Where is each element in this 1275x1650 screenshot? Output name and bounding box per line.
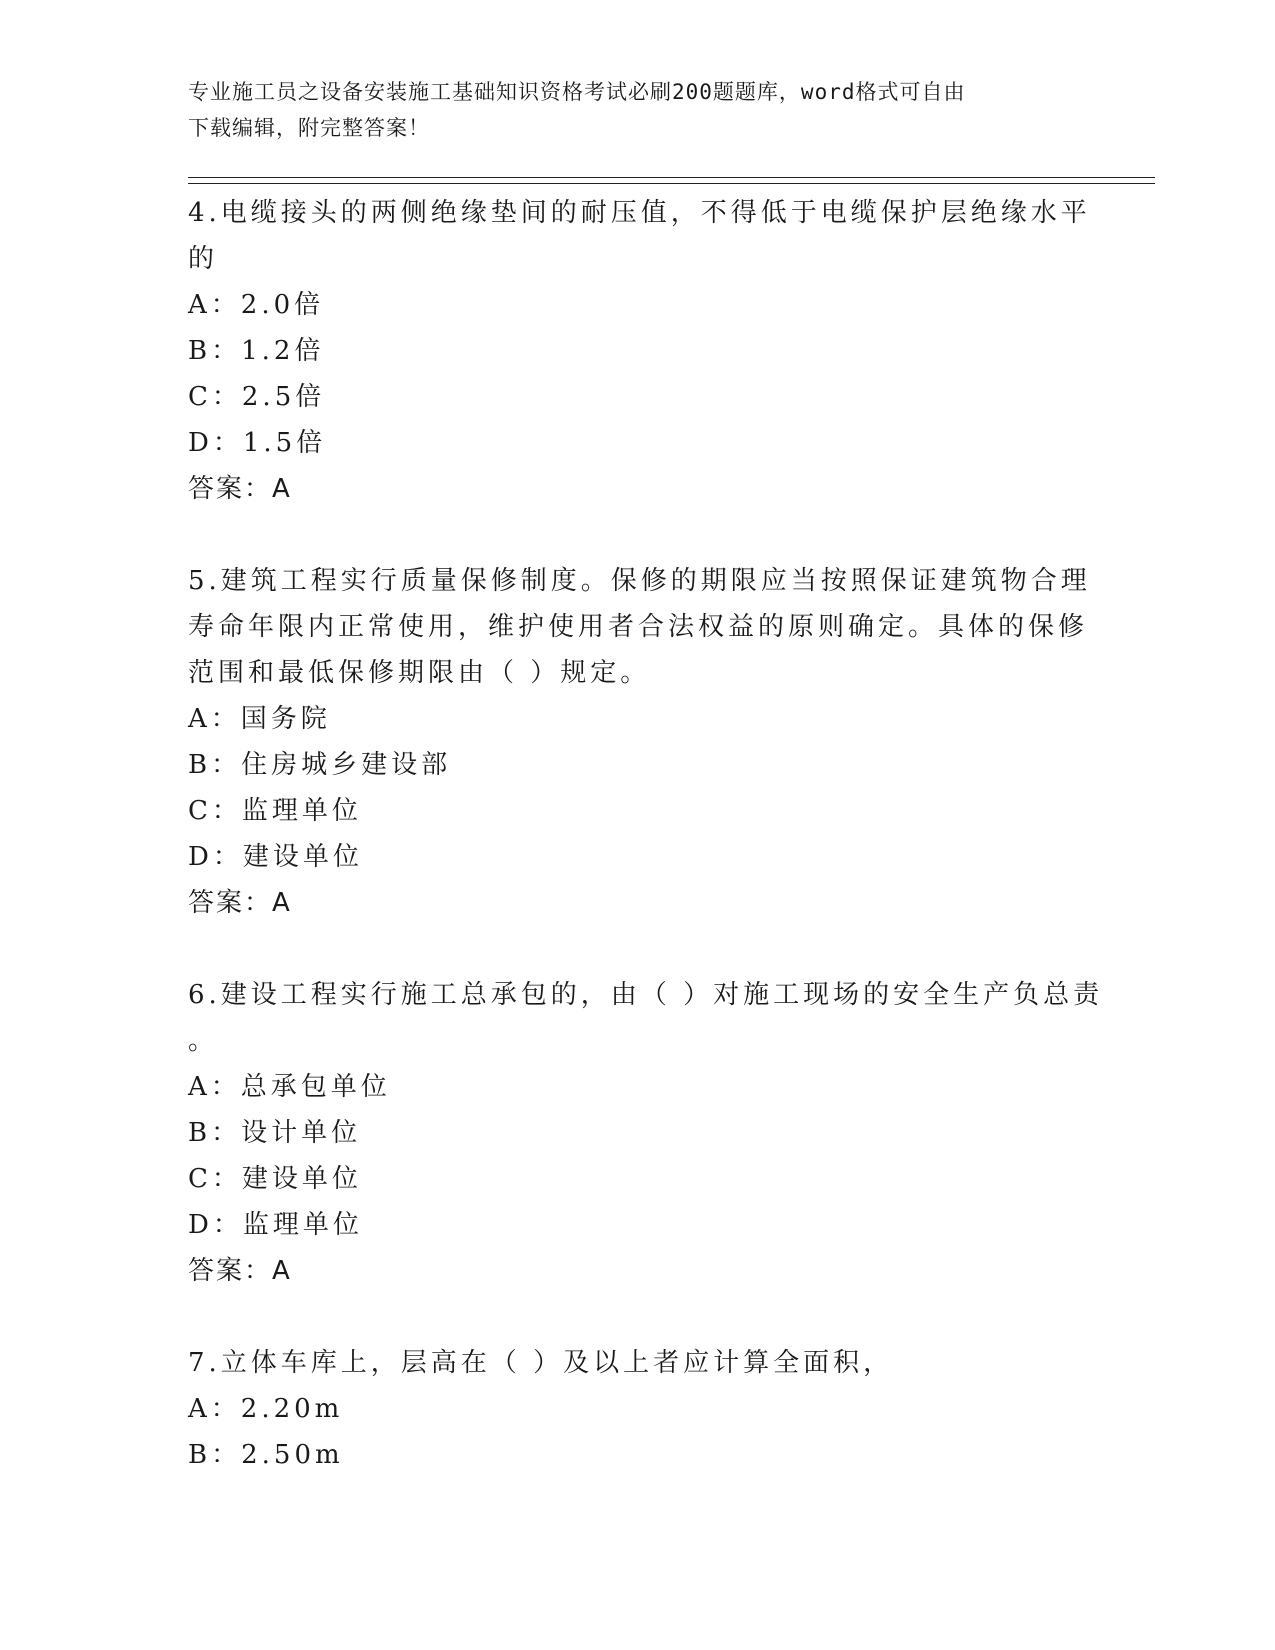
option-b: B：2.50m xyxy=(188,1440,344,1470)
header-line-1: 专业施工员之设备安装施工基础知识资格考试必刷200题题库，word格式可自由 xyxy=(188,80,966,104)
option-b: B：1.2倍 xyxy=(188,336,325,366)
question-block-6 xyxy=(188,972,1104,1294)
header-line-2: 下载编辑，附完整答案！ xyxy=(188,116,430,140)
option-a: A：总承包单位 xyxy=(188,1072,391,1102)
question-stem-line: 范围和最低保修期限由（ ）规定。 xyxy=(188,658,651,688)
option-a: A：2.0倍 xyxy=(188,290,325,320)
question-stem-line: 5.建筑工程实行质量保修制度。保修的期限应当按照保证建筑物合理 xyxy=(188,566,1091,596)
answer-line: 答案：A xyxy=(188,474,292,504)
header-divider-bottom xyxy=(188,183,1155,184)
option-c: C：建设单位 xyxy=(188,1164,362,1194)
document-header xyxy=(188,74,1068,146)
option-c: C：2.5倍 xyxy=(188,382,326,412)
answer-line: 答案：A xyxy=(188,1256,292,1286)
answer-line: 答案：A xyxy=(188,888,292,918)
header-divider-top xyxy=(188,177,1155,178)
question-stem-line: 4.电缆接头的两侧绝缘垫间的耐压值，不得低于电缆保护层绝缘水平 xyxy=(188,198,1091,228)
question-stem-line: 的 xyxy=(188,244,219,274)
option-a: A：2.20m xyxy=(188,1394,344,1424)
option-d: D：建设单位 xyxy=(188,842,363,872)
option-d: D：1.5倍 xyxy=(188,428,327,458)
option-c: C：监理单位 xyxy=(188,796,362,826)
option-b: B：住房城乡建设部 xyxy=(188,750,452,780)
option-d: D：监理单位 xyxy=(188,1210,363,1240)
option-b: B：设计单位 xyxy=(188,1118,362,1148)
question-stem-line: 寿命年限内正常使用，维护使用者合法权益的原则确定。具体的保修 xyxy=(188,612,1089,642)
question-stem-line: 7.立体车库上，层高在（ ）及以上者应计算全面积， xyxy=(188,1348,894,1378)
question-block-4 xyxy=(188,190,1091,512)
question-block-7 xyxy=(188,1340,1088,1478)
question-list xyxy=(188,190,1104,1478)
option-a: A：国务院 xyxy=(188,704,331,734)
question-stem-line: 6.建设工程实行施工总承包的，由（ ）对施工现场的安全生产负总责 xyxy=(188,980,1104,1010)
question-block-5 xyxy=(188,558,1091,926)
question-stem-line: 。 xyxy=(188,1026,219,1056)
